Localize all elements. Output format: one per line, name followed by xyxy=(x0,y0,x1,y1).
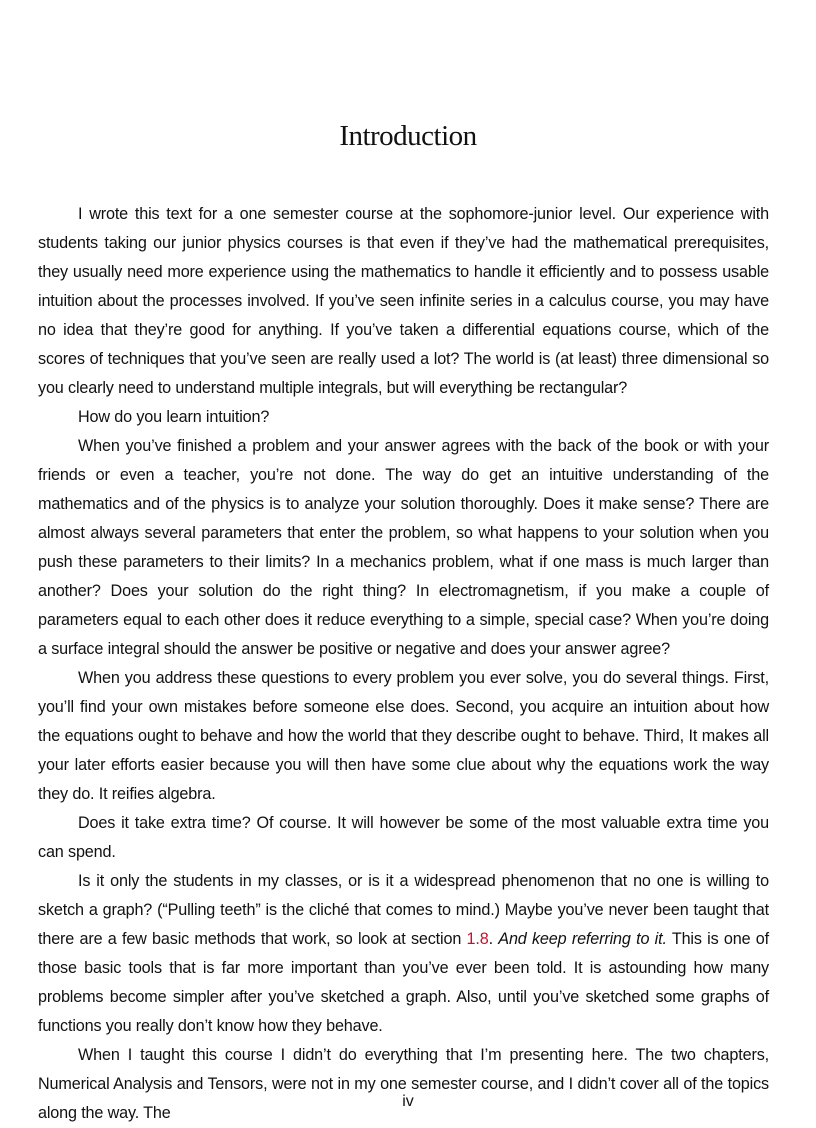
emphasis-text: And keep referring to it. xyxy=(498,930,667,948)
paragraph-6-text: Is it only the students in my classes, or is it a widespread phenomenon that no one is willing to sketch a graph? (“Pulling teeth” is the cliché that comes to mind.) Maybe you’ve never been taught that there are a few basic methods that work, so look at section xyxy=(38,872,769,948)
paragraph-1: I wrote this text for a one semester course at the sophomore-junior level. Our experience with students taking our junior physics courses is that even if they’ve had the mathematical prerequisites, they usually need more experience using the mathematics to handle it efficiently and to possess usable intuition about the processes involved. If you’ve seen infinite series in a calculus course, you may have no idea that they’re good for anything. If you’ve taken a differential equations course, which of the scores of techniques that you’ve seen are really used a lot? The world is (at least) three dimensional so you clearly need to understand multiple integrals, but will everything be rectangular? xyxy=(38,205,769,397)
section-reference-link[interactable]: 1.8 xyxy=(466,930,489,948)
paragraph-6 xyxy=(38,867,769,1041)
paragraph-4: When you address these questions to every problem you ever solve, you do several things. First, you’ll find your own mistakes before someone else does. Second, you acquire an intuition about how the equations ought to behave and how the world that they describe ought to behave. Third, It makes all your later efforts easier because you will then have some clue about why the equations work the way they do. It reifies algebra. xyxy=(38,669,769,803)
paragraph-2: How do you learn intuition? xyxy=(78,408,270,426)
paragraph-6-tail: This is one of those basic tools that is far more important than you’ve ever been told. It is astounding how many problems become simpler after you’ve sketched a graph. Also, until you’ve sketched some graphs of functions you really don’t know how they behave. xyxy=(38,930,770,1035)
paragraph-3: When you’ve finished a problem and your answer agrees with the back of the book or with your friends or even a teacher, you’re not done. The way do get an intuitive understanding of the mathematics and of the physics is to analyze your solution thoroughly. Does it make sense? There are almost always several parameters that enter the problem, so what happens to your solution when you push these parameters to their limits? In a mechanics problem, what if one mass is much larger than another? Does your solution do the right thing? In electromagnetism, if you make a couple of parameters equal to each other does it reduce everything to a simple, special case? When you’re doing a surface integral should the answer be positive or negative and does your answer agree? xyxy=(38,437,769,658)
paragraph-7: When I taught this course I didn’t do everything that I’m presenting here. The two chapters, Numerical Analysis and Tensors, were not in my one semester course, and I didn’t cover all of the topics along the way. The xyxy=(38,1046,769,1122)
paragraph-5: Does it take extra time? Of course. It will however be some of the most valuable extra time you can spend. xyxy=(38,814,769,861)
body-text xyxy=(38,200,769,1128)
page-title: Introduction xyxy=(339,120,477,152)
page-number: iv xyxy=(402,1093,414,1110)
paragraph-6-punct: . xyxy=(488,930,499,948)
